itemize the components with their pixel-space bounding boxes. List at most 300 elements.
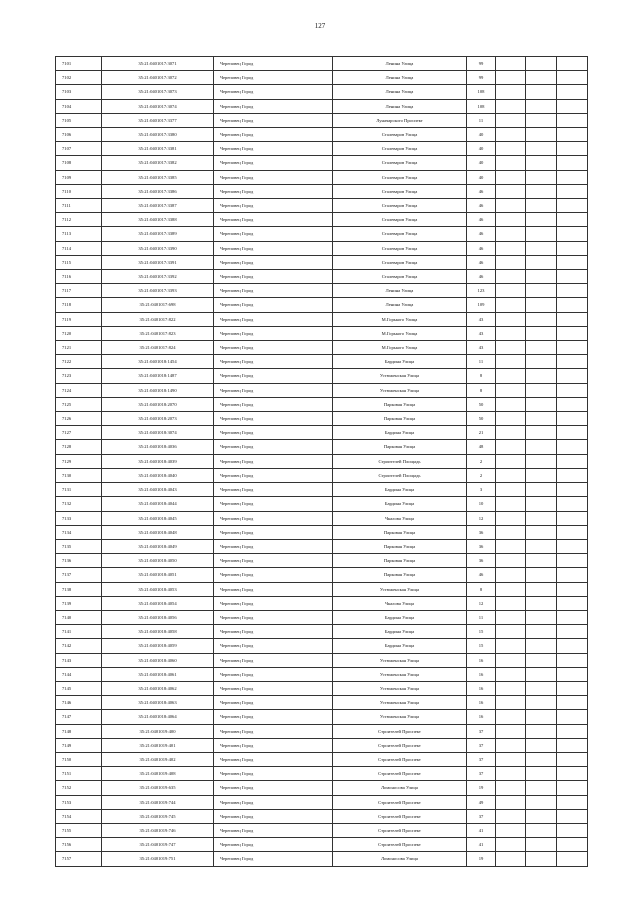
house-number-cell: 50 [467, 397, 496, 411]
table-row [56, 752, 588, 766]
empty-cell [526, 57, 557, 71]
empty-cell [496, 596, 526, 610]
street-cell: Ленина Улица [333, 57, 467, 71]
empty-cell [526, 639, 557, 653]
row-number-cell: 7134 [56, 525, 102, 539]
street-cell: Строителей Площадь [333, 468, 467, 482]
row-number-cell: 7106 [56, 128, 102, 142]
empty-cell [496, 227, 526, 241]
cadastral-number-cell: 35:21:0401019:746 [102, 823, 214, 837]
empty-cell [526, 468, 557, 482]
street-cell: Сталеваров Улица [333, 156, 467, 170]
street-cell: Сталеваров Улица [333, 255, 467, 269]
city-cell: Череповец Город [214, 625, 333, 639]
street-cell: Чкалова Улица [333, 596, 467, 610]
house-number-cell: 46 [467, 270, 496, 284]
empty-cell [526, 241, 557, 255]
row-number-cell: 7104 [56, 99, 102, 113]
empty-cell [526, 610, 557, 624]
empty-cell [496, 823, 526, 837]
empty-cell [496, 653, 526, 667]
house-number-cell: 12 [467, 511, 496, 525]
empty-cell [526, 767, 557, 781]
empty-cell [526, 554, 557, 568]
cadastral-number-cell: 35:21:0401017:3074 [102, 99, 214, 113]
empty-cell [557, 341, 588, 355]
row-number-cell: 7144 [56, 667, 102, 681]
row-number-cell: 7112 [56, 213, 102, 227]
street-cell: Бардина Улица [333, 497, 467, 511]
street-cell: Строителей Проспект [333, 795, 467, 809]
empty-cell [557, 412, 588, 426]
table-row [56, 468, 588, 482]
empty-cell [496, 539, 526, 553]
house-number-cell: 8 [467, 582, 496, 596]
empty-cell [526, 582, 557, 596]
city-cell: Череповец Город [214, 213, 333, 227]
house-number-cell: 16 [467, 667, 496, 681]
house-number-cell: 15 [467, 625, 496, 639]
empty-cell [526, 128, 557, 142]
cadastral-number-cell: 35:21:0401018:4056 [102, 610, 214, 624]
table-row [56, 781, 588, 795]
cadastral-number-cell: 35:21:0401017:698 [102, 298, 214, 312]
row-number-cell: 7124 [56, 383, 102, 397]
row-number-cell: 7113 [56, 227, 102, 241]
empty-cell [496, 298, 526, 312]
cadastral-number-cell: 35:21:0401017:822 [102, 312, 214, 326]
city-cell: Череповец Город [214, 71, 333, 85]
empty-cell [557, 596, 588, 610]
empty-cell [526, 454, 557, 468]
table-row [56, 610, 588, 624]
house-number-cell: 99 [467, 57, 496, 71]
cadastral-number-cell: 35:21:0401019:747 [102, 838, 214, 852]
row-number-cell: 7127 [56, 426, 102, 440]
cadastral-number-cell: 35:21:0401018:4063 [102, 696, 214, 710]
table-row [56, 128, 588, 142]
empty-cell [496, 241, 526, 255]
street-cell: Строителей Площадь [333, 454, 467, 468]
house-number-cell: 43 [467, 341, 496, 355]
table-body [56, 57, 588, 867]
house-number-cell: 46 [467, 184, 496, 198]
cadastral-number-cell: 35:21:0401017:3392 [102, 270, 214, 284]
street-cell: Устюженская Улица [333, 696, 467, 710]
house-number-cell: 40 [467, 156, 496, 170]
empty-cell [526, 156, 557, 170]
empty-cell [526, 823, 557, 837]
empty-cell [557, 838, 588, 852]
street-cell: Чкалова Улица [333, 511, 467, 525]
house-number-cell: 36 [467, 525, 496, 539]
empty-cell [526, 724, 557, 738]
empty-cell [557, 525, 588, 539]
house-number-cell: 11 [467, 610, 496, 624]
house-number-cell: 108 [467, 99, 496, 113]
house-number-cell: 10 [467, 497, 496, 511]
row-number-cell: 7147 [56, 710, 102, 724]
row-number-cell: 7137 [56, 568, 102, 582]
empty-cell [557, 639, 588, 653]
empty-cell [526, 809, 557, 823]
cadastral-number-cell: 35:21:0401018:2073 [102, 412, 214, 426]
table-row [56, 270, 588, 284]
row-number-cell: 7119 [56, 312, 102, 326]
street-cell: Строителей Проспект [333, 823, 467, 837]
table-row [56, 653, 588, 667]
street-cell: М.Горького Улица [333, 341, 467, 355]
city-cell: Череповец Город [214, 852, 333, 866]
table-row [56, 113, 588, 127]
table-row [56, 724, 588, 738]
house-number-cell: 37 [467, 809, 496, 823]
row-number-cell: 7140 [56, 610, 102, 624]
street-cell: Устюженская Улица [333, 383, 467, 397]
house-number-cell: 46 [467, 255, 496, 269]
row-number-cell: 7115 [56, 255, 102, 269]
city-cell: Череповец Город [214, 184, 333, 198]
house-number-cell: 19 [467, 781, 496, 795]
table-row [56, 667, 588, 681]
empty-cell [557, 71, 588, 85]
empty-cell [557, 497, 588, 511]
empty-cell [496, 383, 526, 397]
empty-cell [557, 582, 588, 596]
city-cell: Череповец Город [214, 639, 333, 653]
row-number-cell: 7120 [56, 326, 102, 340]
street-cell: М.Горького Улица [333, 312, 467, 326]
house-number-cell: 16 [467, 710, 496, 724]
table-row [56, 823, 588, 837]
row-number-cell: 7133 [56, 511, 102, 525]
empty-cell [496, 270, 526, 284]
house-number-cell: 50 [467, 412, 496, 426]
empty-cell [526, 511, 557, 525]
street-cell: Строителей Проспект [333, 809, 467, 823]
city-cell: Череповец Город [214, 710, 333, 724]
city-cell: Череповец Город [214, 142, 333, 156]
cadastral-number-cell: 35:21:0401019:401 [102, 738, 214, 752]
cadastral-number-cell: 35:21:0401017:823 [102, 326, 214, 340]
empty-cell [557, 57, 588, 71]
row-number-cell: 7154 [56, 809, 102, 823]
empty-cell [496, 809, 526, 823]
cadastral-number-cell: 35:21:0401017:3381 [102, 142, 214, 156]
house-number-cell: 2 [467, 454, 496, 468]
table-row [56, 355, 588, 369]
empty-cell [557, 170, 588, 184]
empty-cell [526, 341, 557, 355]
house-number-cell: 46 [467, 227, 496, 241]
street-cell: Устюженская Улица [333, 710, 467, 724]
empty-cell [557, 823, 588, 837]
empty-cell [557, 454, 588, 468]
empty-cell [557, 99, 588, 113]
empty-cell [526, 568, 557, 582]
empty-cell [526, 383, 557, 397]
empty-cell [557, 539, 588, 553]
empty-cell [496, 213, 526, 227]
empty-cell [557, 326, 588, 340]
empty-cell [496, 738, 526, 752]
cadastral-number-cell: 35:21:0401018:4060 [102, 653, 214, 667]
row-number-cell: 7121 [56, 341, 102, 355]
empty-cell [557, 184, 588, 198]
empty-cell [557, 554, 588, 568]
empty-cell [496, 468, 526, 482]
house-number-cell: 123 [467, 284, 496, 298]
street-cell: Устюженская Улица [333, 667, 467, 681]
empty-cell [557, 312, 588, 326]
empty-cell [496, 341, 526, 355]
cadastral-number-cell: 35:21:0401019:745 [102, 809, 214, 823]
cadastral-number-cell: 35:21:0401019:635 [102, 781, 214, 795]
empty-cell [557, 795, 588, 809]
empty-cell [526, 710, 557, 724]
empty-cell [496, 113, 526, 127]
empty-cell [557, 85, 588, 99]
row-number-cell: 7125 [56, 397, 102, 411]
empty-cell [526, 596, 557, 610]
empty-cell [496, 568, 526, 582]
cadastral-number-cell: 35:21:0401017:3386 [102, 184, 214, 198]
row-number-cell: 7148 [56, 724, 102, 738]
house-number-cell: 37 [467, 724, 496, 738]
street-cell: Устюженская Улица [333, 369, 467, 383]
cadastral-number-cell: 35:21:0401017:3385 [102, 170, 214, 184]
street-cell: Сталеваров Улица [333, 128, 467, 142]
table-row [56, 497, 588, 511]
empty-cell [496, 681, 526, 695]
street-cell: Ленина Улица [333, 99, 467, 113]
house-number-cell: 21 [467, 426, 496, 440]
city-cell: Череповец Город [214, 767, 333, 781]
house-number-cell: 37 [467, 752, 496, 766]
cadastral-number-cell: 35:21:0401017:3382 [102, 156, 214, 170]
table-row [56, 767, 588, 781]
street-cell: Бардина Улица [333, 483, 467, 497]
empty-cell [526, 497, 557, 511]
house-number-cell: 43 [467, 326, 496, 340]
table-row [56, 341, 588, 355]
row-number-cell: 7142 [56, 639, 102, 653]
empty-cell [496, 156, 526, 170]
city-cell: Череповец Город [214, 497, 333, 511]
street-cell: Строителей Проспект [333, 767, 467, 781]
empty-cell [496, 255, 526, 269]
street-cell: Строителей Проспект [333, 724, 467, 738]
row-number-cell: 7109 [56, 170, 102, 184]
empty-cell [557, 710, 588, 724]
empty-cell [557, 681, 588, 695]
house-number-cell: 40 [467, 170, 496, 184]
table-row [56, 838, 588, 852]
house-number-cell: 11 [467, 355, 496, 369]
empty-cell [496, 525, 526, 539]
city-cell: Череповец Город [214, 199, 333, 213]
table-row [56, 57, 588, 71]
street-cell: Устюженская Улица [333, 582, 467, 596]
row-number-cell: 7149 [56, 738, 102, 752]
table-row [56, 284, 588, 298]
empty-cell [557, 610, 588, 624]
street-cell: Строителей Проспект [333, 738, 467, 752]
row-number-cell: 7107 [56, 142, 102, 156]
table-row [56, 170, 588, 184]
empty-cell [496, 412, 526, 426]
cadastral-number-cell: 35:21:0401018:3074 [102, 426, 214, 440]
house-number-cell: 36 [467, 554, 496, 568]
house-number-cell: 40 [467, 142, 496, 156]
empty-cell [526, 298, 557, 312]
city-cell: Череповец Город [214, 468, 333, 482]
table-row [56, 412, 588, 426]
empty-cell [526, 483, 557, 497]
city-cell: Череповец Город [214, 554, 333, 568]
cadastral-number-cell: 35:21:0401018:1487 [102, 369, 214, 383]
city-cell: Череповец Город [214, 724, 333, 738]
empty-cell [496, 184, 526, 198]
row-number-cell: 7130 [56, 468, 102, 482]
empty-cell [557, 383, 588, 397]
table-row [56, 227, 588, 241]
empty-cell [526, 326, 557, 340]
street-cell: Парковая Улица [333, 440, 467, 454]
table-row [56, 596, 588, 610]
row-number-cell: 7153 [56, 795, 102, 809]
empty-cell [496, 497, 526, 511]
city-cell: Череповец Город [214, 383, 333, 397]
empty-cell [557, 653, 588, 667]
empty-cell [557, 213, 588, 227]
empty-cell [496, 610, 526, 624]
empty-cell [557, 667, 588, 681]
row-number-cell: 7103 [56, 85, 102, 99]
empty-cell [526, 397, 557, 411]
house-number-cell: 16 [467, 653, 496, 667]
cadastral-number-cell: 35:21:0401019:400 [102, 724, 214, 738]
row-number-cell: 7138 [56, 582, 102, 596]
table-row [56, 639, 588, 653]
empty-cell [557, 255, 588, 269]
city-cell: Череповец Город [214, 284, 333, 298]
empty-cell [496, 397, 526, 411]
empty-cell [557, 284, 588, 298]
house-number-cell: 48 [467, 440, 496, 454]
empty-cell [526, 838, 557, 852]
empty-cell [557, 397, 588, 411]
table-row [56, 142, 588, 156]
empty-cell [496, 128, 526, 142]
street-cell: Сталеваров Улица [333, 213, 467, 227]
row-number-cell: 7151 [56, 767, 102, 781]
empty-cell [526, 227, 557, 241]
city-cell: Череповец Город [214, 568, 333, 582]
cadastral-number-cell: 35:21:0401018:4064 [102, 710, 214, 724]
cadastral-number-cell: 35:21:0401017:3073 [102, 85, 214, 99]
empty-cell [496, 99, 526, 113]
cadastral-number-cell: 35:21:0401017:3389 [102, 227, 214, 241]
empty-cell [557, 625, 588, 639]
city-cell: Череповец Город [214, 99, 333, 113]
empty-cell [496, 710, 526, 724]
row-number-cell: 7155 [56, 823, 102, 837]
house-number-cell: 15 [467, 639, 496, 653]
table-row [56, 454, 588, 468]
empty-cell [496, 639, 526, 653]
table-row [56, 738, 588, 752]
street-cell: Строителей Проспект [333, 838, 467, 852]
empty-cell [526, 312, 557, 326]
empty-cell [496, 511, 526, 525]
house-number-cell: 37 [467, 767, 496, 781]
row-number-cell: 7129 [56, 454, 102, 468]
cadastral-number-cell: 35:21:0401017:3377 [102, 113, 214, 127]
row-number-cell: 7156 [56, 838, 102, 852]
row-number-cell: 7101 [56, 57, 102, 71]
empty-cell [557, 468, 588, 482]
city-cell: Череповец Город [214, 355, 333, 369]
table-row [56, 312, 588, 326]
city-cell: Череповец Город [214, 653, 333, 667]
empty-cell [526, 852, 557, 866]
street-cell: М.Горького Улица [333, 326, 467, 340]
house-number-cell: 19 [467, 852, 496, 866]
house-number-cell: 49 [467, 795, 496, 809]
empty-cell [496, 667, 526, 681]
empty-cell [526, 738, 557, 752]
cadastral-number-cell: 35:21:0401018:1454 [102, 355, 214, 369]
empty-cell [496, 724, 526, 738]
city-cell: Череповец Город [214, 128, 333, 142]
table-row [56, 199, 588, 213]
cadastral-number-cell: 35:21:0401018:4054 [102, 596, 214, 610]
empty-cell [496, 483, 526, 497]
street-cell: Ленина Улица [333, 284, 467, 298]
cadastral-number-cell: 35:21:0401019:402 [102, 752, 214, 766]
city-cell: Череповец Город [214, 440, 333, 454]
table-row [56, 369, 588, 383]
empty-cell [557, 767, 588, 781]
house-number-cell: 46 [467, 213, 496, 227]
empty-cell [557, 781, 588, 795]
city-cell: Череповец Город [214, 795, 333, 809]
cadastral-number-cell: 35:21:0401017:3391 [102, 255, 214, 269]
house-number-cell: 40 [467, 128, 496, 142]
empty-cell [526, 795, 557, 809]
empty-cell [496, 752, 526, 766]
empty-cell [557, 298, 588, 312]
table-row [56, 213, 588, 227]
cadastral-number-cell: 35:21:0401017:3072 [102, 71, 214, 85]
empty-cell [557, 738, 588, 752]
house-number-cell: 8 [467, 383, 496, 397]
empty-cell [496, 355, 526, 369]
street-cell: Ломоносова Улица [333, 852, 467, 866]
empty-cell [557, 156, 588, 170]
empty-cell [526, 113, 557, 127]
cadastral-number-cell: 35:21:0401018:4036 [102, 440, 214, 454]
cadastral-number-cell: 35:21:0401018:4053 [102, 582, 214, 596]
empty-cell [557, 199, 588, 213]
city-cell: Череповец Город [214, 170, 333, 184]
cadastral-number-cell: 35:21:0401019:751 [102, 852, 214, 866]
house-number-cell: 2 [467, 468, 496, 482]
table-row [56, 397, 588, 411]
row-number-cell: 7118 [56, 298, 102, 312]
empty-cell [526, 681, 557, 695]
